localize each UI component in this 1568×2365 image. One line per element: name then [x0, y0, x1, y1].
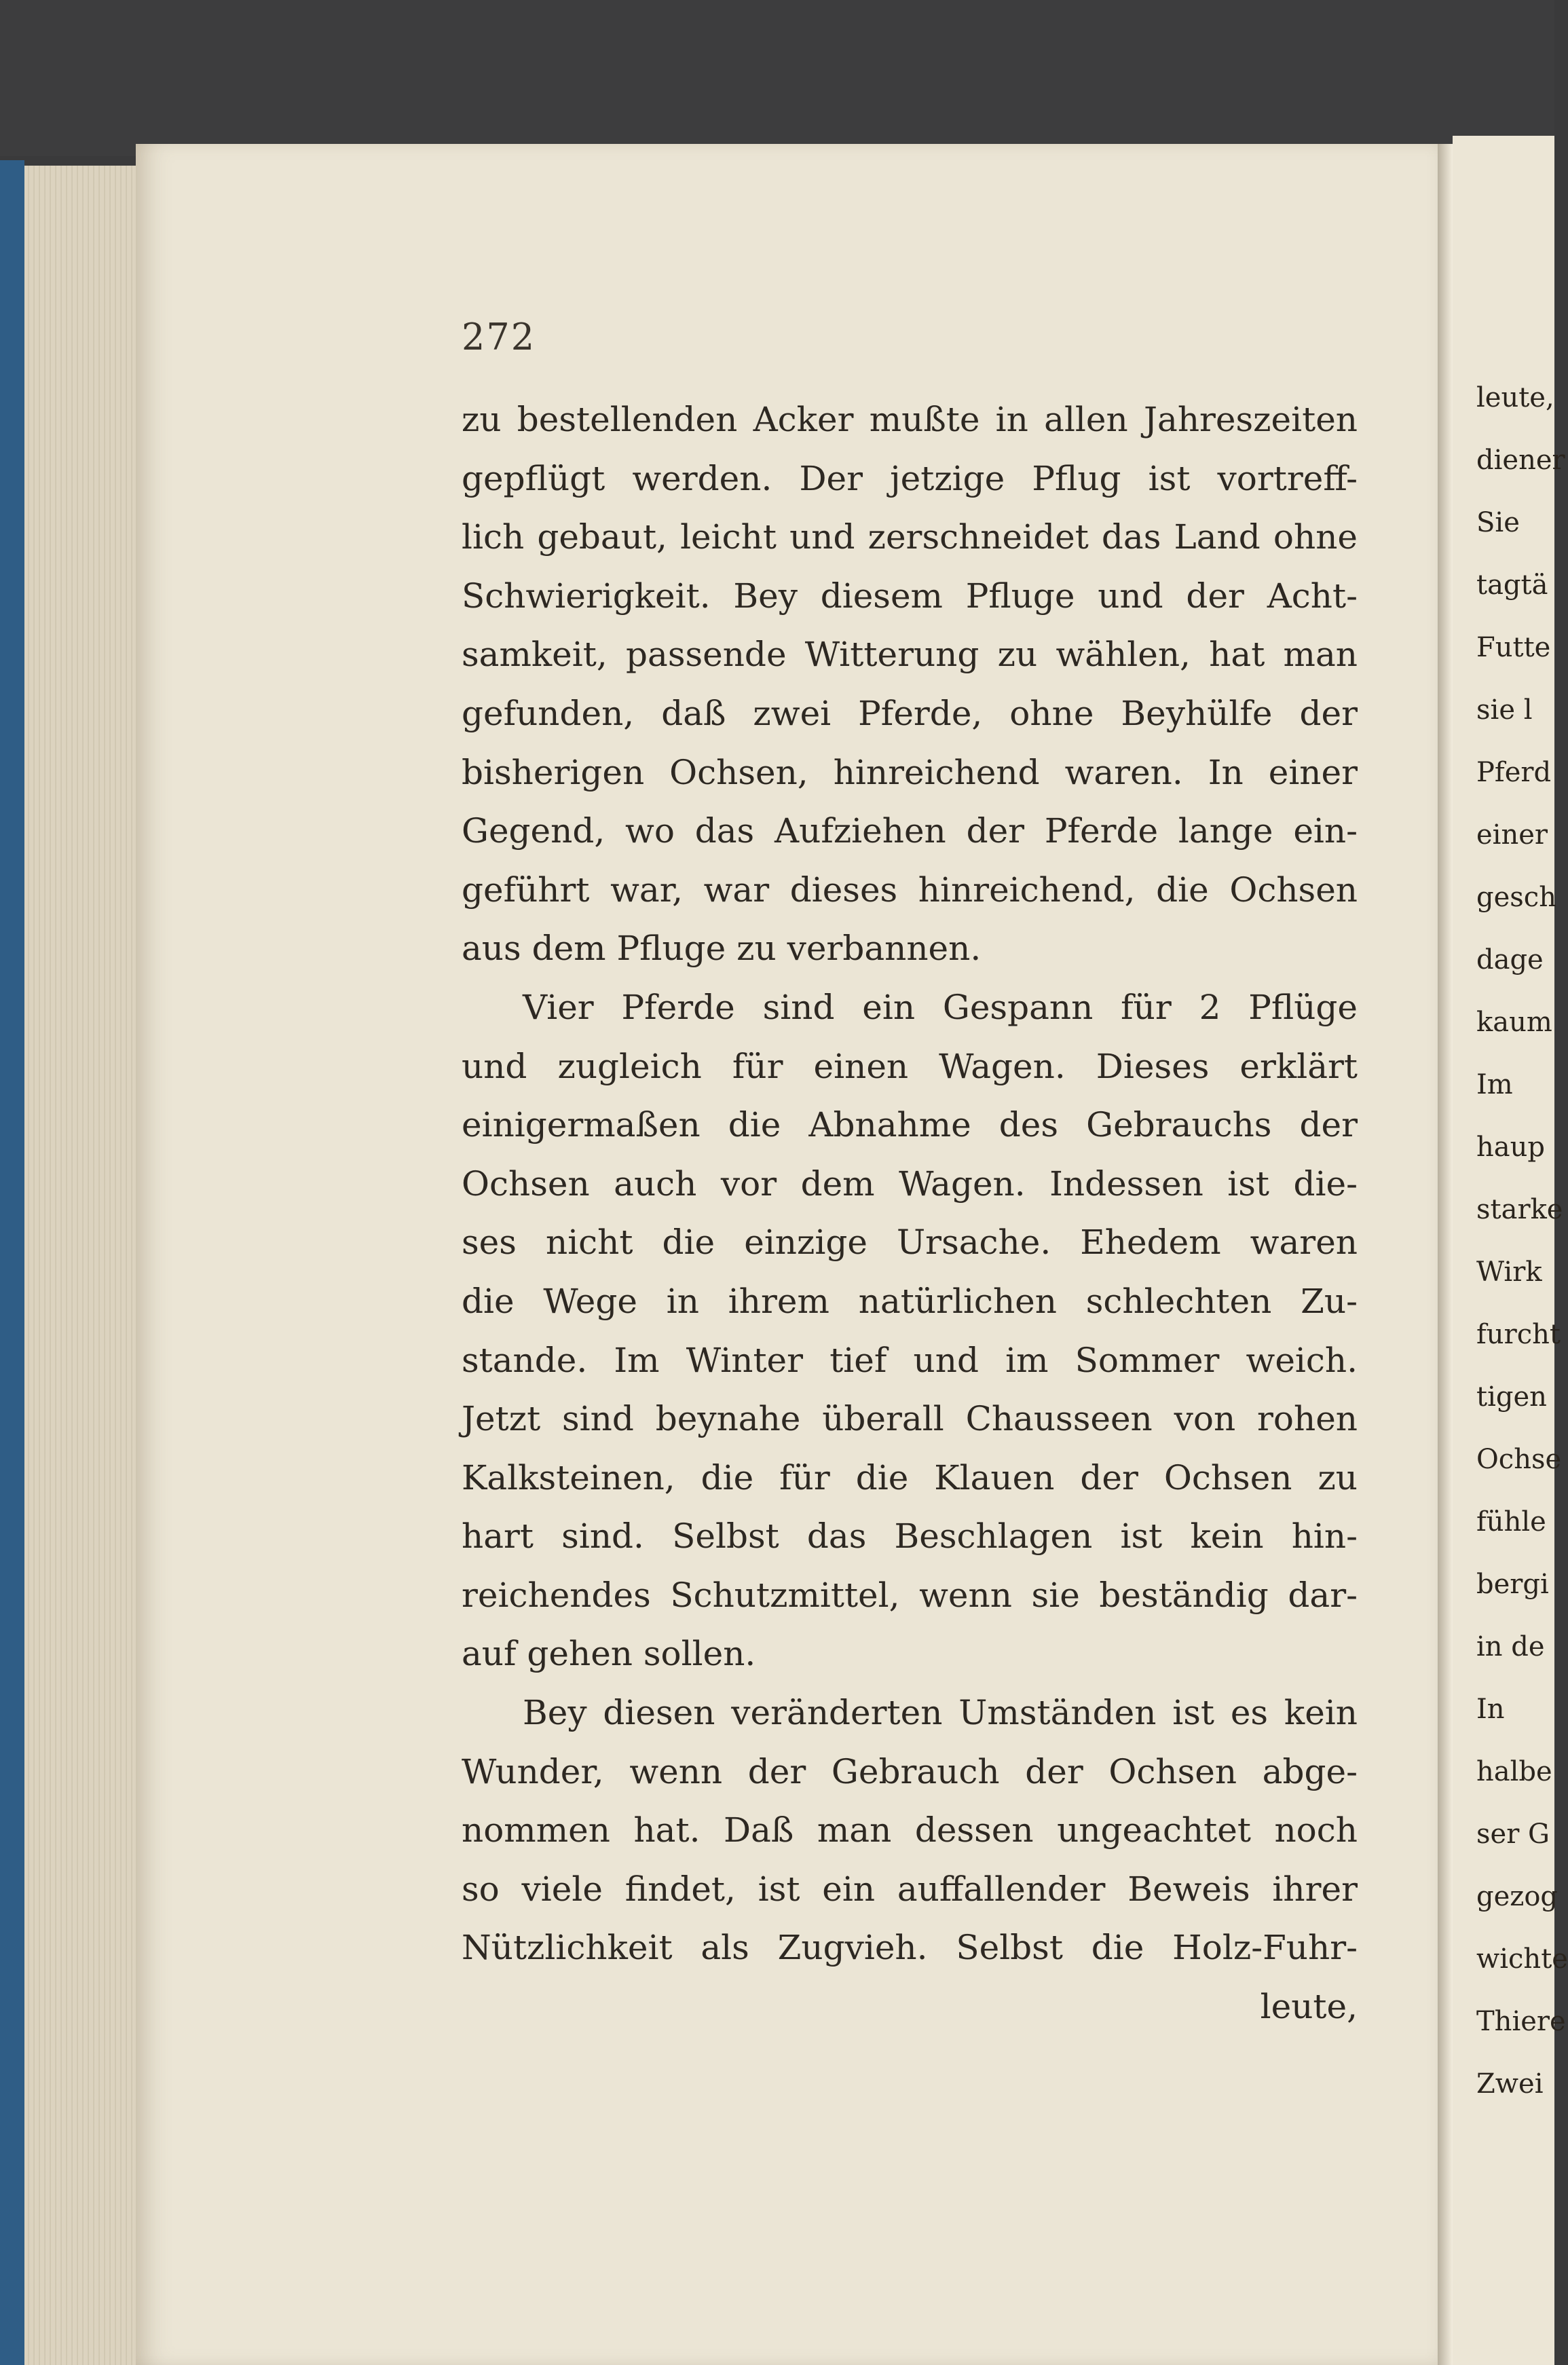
- text-line: Gegend, wo das Aufziehen der Pferde lange ein-: [462, 811, 1358, 851]
- facing-page-line: Sie: [1476, 507, 1520, 538]
- text-line: und zugleich für einen Wagen. Dieses erklärt: [462, 1046, 1358, 1086]
- facing-page-line: haup: [1476, 1132, 1545, 1163]
- facing-page-line: leute,: [1476, 382, 1554, 413]
- facing-page-text: [1476, 367, 1568, 2115]
- text-line: hart sind. Selbst das Beschlagen ist kein hin-: [462, 1516, 1358, 1557]
- facing-page-line: sie l: [1476, 694, 1533, 726]
- facing-page-line: kaum: [1476, 1007, 1552, 1038]
- text-line: samkeit, passende Witterung zu wählen, hat man: [462, 635, 1358, 675]
- catchword: leute,: [1260, 1987, 1358, 2027]
- text-line: Kalksteinen, die für die Klauen der Ochsen zu: [462, 1457, 1358, 1497]
- text-line: Wunder, wenn der Gebrauch der Ochsen abge-: [462, 1751, 1358, 1791]
- facing-page-line: gezog: [1476, 1881, 1558, 1912]
- text-line: reichendes Schutzmittel, wenn sie beständig dar-: [462, 1575, 1358, 1615]
- facing-page-line: diener: [1476, 445, 1565, 476]
- facing-page-line: tagtä: [1476, 570, 1548, 601]
- text-line: Vier Pferde sind ein Gespann für 2 Pflüge: [523, 987, 1358, 1027]
- facing-page-line: einer: [1476, 819, 1548, 851]
- facing-page-line: gesch: [1476, 882, 1556, 913]
- facing-page-line: Pferd: [1476, 757, 1552, 788]
- facing-page-line: furcht: [1476, 1319, 1561, 1350]
- body-text: [462, 390, 1358, 2036]
- text-line: ses nicht die einzige Ursache. Ehedem waren: [462, 1223, 1358, 1263]
- facing-page-line: wichte: [1476, 1943, 1568, 1975]
- text-line: zu bestellenden Acker mußte in allen Jahreszeiten: [462, 400, 1358, 439]
- text-line: gefunden, daß zwei Pferde, ohne Beyhülfe der: [462, 693, 1358, 733]
- text-line: aus dem Pfluge zu verbannen.: [462, 929, 982, 969]
- text-line: gepflügt werden. Der jetzige Pflug ist vortreff-: [462, 458, 1358, 498]
- text-line: nommen hat. Daß man dessen ungeachtet noch: [462, 1810, 1358, 1850]
- text-line: bisherigen Ochsen, hinreichend waren. In einer: [462, 752, 1358, 792]
- text-line: einigermaßen die Abnahme des Gebrauchs der: [462, 1105, 1358, 1145]
- page-number: 272: [462, 316, 536, 358]
- book-gutter: [1438, 144, 1453, 2365]
- text-line: Schwierigkeit. Bey diesem Pfluge und der Acht-: [462, 576, 1358, 616]
- book-spine: [0, 160, 24, 2365]
- text-line: Ochsen auch vor dem Wagen. Indessen ist die-: [462, 1163, 1358, 1204]
- text-line: auf gehen sollen.: [462, 1634, 756, 1674]
- facing-page-line: dage: [1476, 944, 1544, 975]
- background-top: [0, 0, 1554, 156]
- facing-page-line: Futte: [1476, 632, 1551, 663]
- text-line: so viele findet, ist ein auffallender Beweis ihrer: [462, 1869, 1358, 1909]
- facing-page-line: bergi: [1476, 1569, 1549, 1600]
- facing-page-line: Wirk: [1476, 1256, 1542, 1288]
- text-line: Nützlichkeit als Zugvieh. Selbst die Holz-Fuhr-: [462, 1928, 1358, 1968]
- facing-page-line: in de: [1476, 1631, 1545, 1662]
- facing-page-line: ser G: [1476, 1819, 1550, 1850]
- facing-page-line: starke: [1476, 1194, 1563, 1225]
- facing-page-line: tigen: [1476, 1381, 1547, 1413]
- text-line: lich gebaut, leicht und zerschneidet das Land ohne: [462, 517, 1358, 557]
- facing-page-line: Thiere: [1476, 2006, 1566, 2037]
- text-line: Bey diesen veränderten Umständen ist es kein: [523, 1693, 1358, 1733]
- text-line: Jetzt sind beynahe überall Chausseen von rohen: [462, 1399, 1358, 1439]
- text-line: die Wege in ihrem natürlichen schlechten Zu-: [462, 1281, 1358, 1321]
- facing-page-line: fühle: [1476, 1506, 1546, 1538]
- facing-page-line: Zwei: [1476, 2068, 1544, 2100]
- facing-page-line: Im: [1476, 1069, 1513, 1100]
- facing-page-line: In: [1476, 1694, 1505, 1725]
- text-line: stande. Im Winter tief und im Sommer weich.: [462, 1340, 1358, 1380]
- facing-page-line: halbe: [1476, 1756, 1552, 1787]
- facing-page-line: Ochse: [1476, 1444, 1562, 1475]
- text-line: geführt war, war dieses hinreichend, die Ochsen: [462, 870, 1358, 910]
